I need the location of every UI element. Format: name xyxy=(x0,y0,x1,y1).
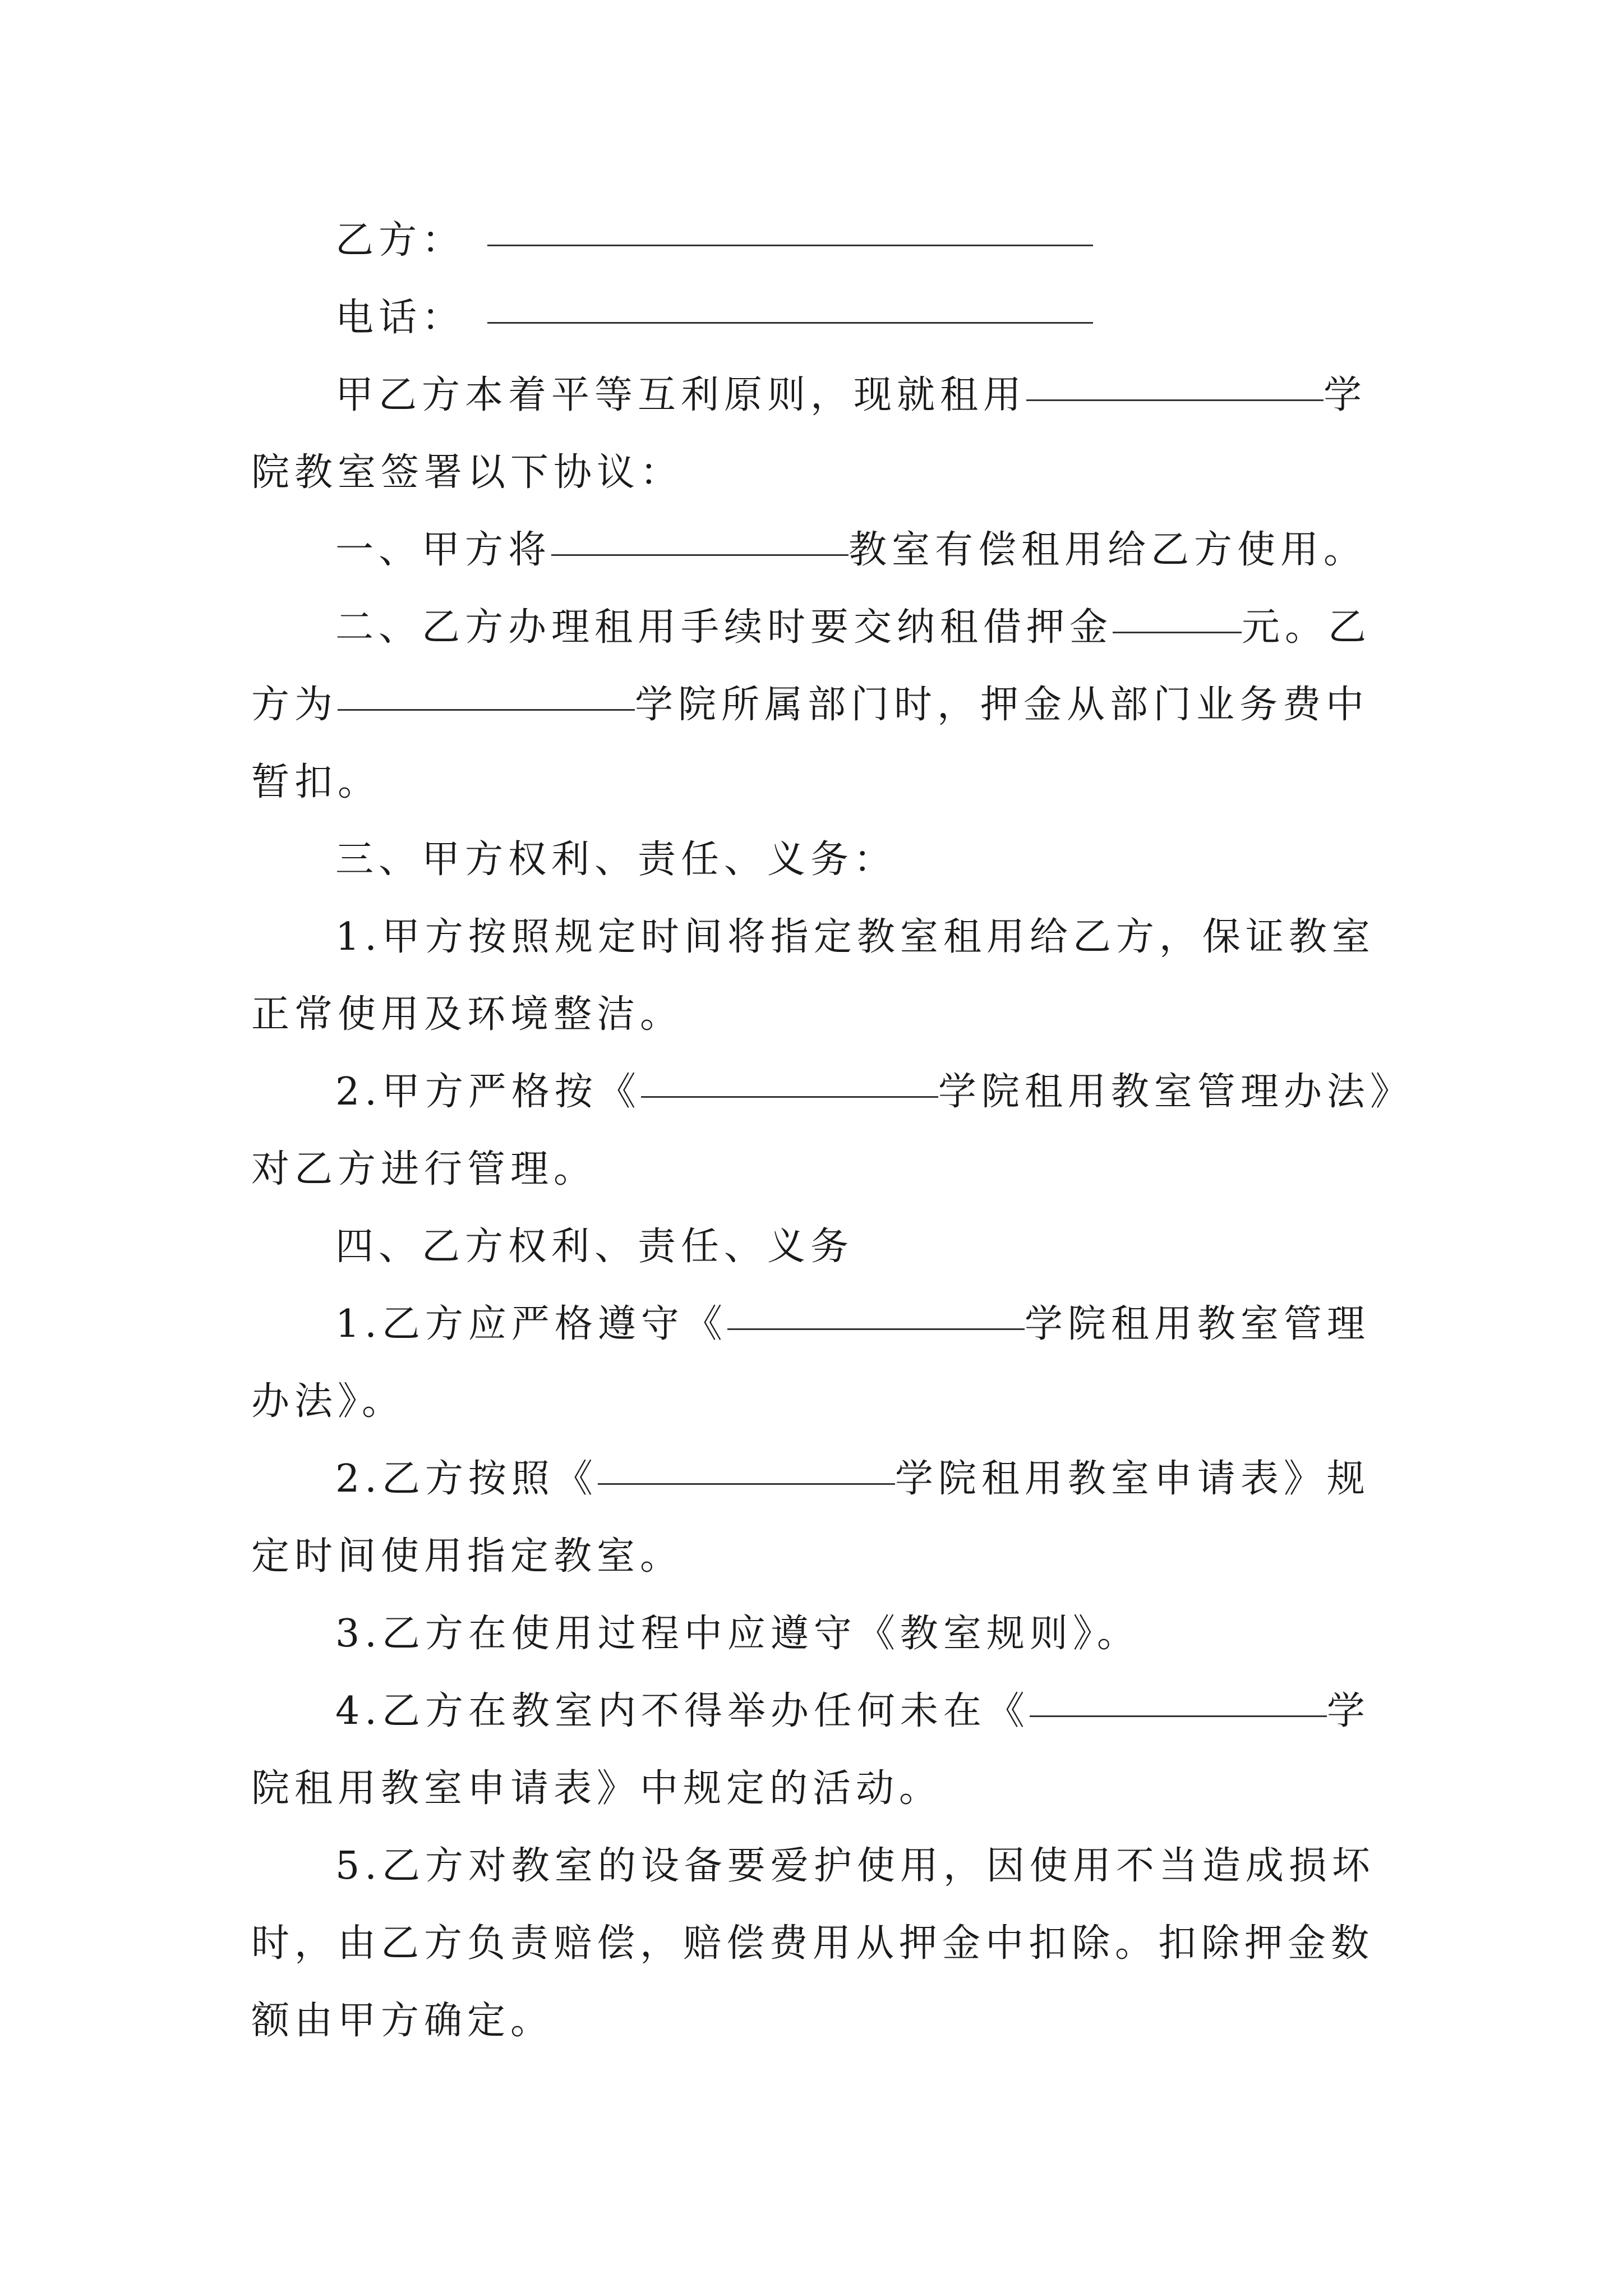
clause-1-text-a: 一、甲方将 xyxy=(335,528,552,572)
section-3-item-2-text-a: 2.甲方严格按《 xyxy=(335,1070,641,1114)
clause-2-text-b: 元。乙 xyxy=(1242,605,1372,650)
clause-2-line-3 xyxy=(251,744,1390,821)
clause-2-line-2 xyxy=(251,666,1390,744)
section-3-item-1-text-a: 1.甲方按照规定时间将指定教室租用给乙方，保证教室 xyxy=(335,915,1375,959)
party-b-label: 乙方： xyxy=(335,218,465,263)
section-4-item-5-line-1 xyxy=(251,1828,1390,1905)
section-3-item-1-text-b: 正常使用及环境整洁。 xyxy=(251,992,684,1037)
preamble-line-2 xyxy=(251,434,1390,512)
section-3-item-1-line-1 xyxy=(251,899,1390,976)
section-3-item-1-line-2 xyxy=(251,976,1390,1053)
clause-2-text-c: 方为 xyxy=(251,683,338,727)
section-4-item-2-line-1 xyxy=(251,1441,1390,1518)
party-b-field-line xyxy=(251,202,1390,279)
section-3-item-2-text-b: 学院租用教室管理办法》 xyxy=(938,1070,1413,1114)
preamble-text-c: 院教室签署以下协议： xyxy=(251,450,684,495)
clause-1-line xyxy=(251,512,1390,589)
agreement-body xyxy=(251,202,1413,2060)
section-4-item-1-text-c: 办法》。 xyxy=(251,1379,405,1424)
section-4-item-4-line-2 xyxy=(251,1750,1390,1828)
management-rules-college-blank[interactable] xyxy=(641,1096,938,1098)
section-4-item-4-line-1 xyxy=(251,1673,1390,1750)
phone-blank[interactable] xyxy=(487,322,1093,324)
section-3-heading xyxy=(251,821,1390,899)
application-form-college-blank[interactable] xyxy=(598,1483,895,1485)
section-4-item-4-text-c: 院租用教室申请表》中规定的活动。 xyxy=(251,1766,943,1811)
classroom-blank[interactable] xyxy=(551,554,849,556)
section-4-item-1-text-a: 1.乙方应严格遵守《 xyxy=(335,1302,727,1346)
section-4-heading xyxy=(251,1208,1390,1286)
preamble-text-b: 学 xyxy=(1324,373,1367,417)
preamble-line-1 xyxy=(251,357,1390,434)
section-4-item-2-text-c: 定时间使用指定教室。 xyxy=(251,1534,684,1579)
section-4-item-5-text-a: 5.乙方对教室的设备要爱护使用，因使用不当造成损坏 xyxy=(335,1844,1375,1888)
college-dept-blank[interactable] xyxy=(338,709,635,711)
section-4-item-5-line-2 xyxy=(251,1905,1390,1982)
section-3-item-2-line-2 xyxy=(251,1131,1390,1208)
section-4-item-5-line-3 xyxy=(251,1982,1390,2060)
section-4-item-1-text-b: 学院租用教室管理 xyxy=(1024,1302,1370,1346)
preamble-text-a: 甲乙方本着平等互利原则，现就租用 xyxy=(335,373,1027,417)
section-4-item-3-line xyxy=(251,1595,1390,1673)
clause-2-text-d: 学院所属部门时，押金从部门业务费中 xyxy=(635,683,1370,727)
section-4-item-4-text-a: 4.乙方在教室内不得举办任何未在《 xyxy=(335,1689,1030,1733)
section-4-item-1-line-1 xyxy=(251,1286,1390,1363)
section-4-title: 四、乙方权利、责任、义务 xyxy=(335,1225,854,1269)
section-3-item-2-line-1 xyxy=(251,1053,1413,1131)
comply-rules-college-blank[interactable] xyxy=(727,1328,1025,1330)
section-4-item-2-text-b: 学院租用教室申请表》规 xyxy=(895,1457,1370,1501)
section-4-item-1-line-2 xyxy=(251,1363,1390,1441)
section-4-item-5-text-c: 额由甲方确定。 xyxy=(251,1999,554,2043)
clause-1-text-b: 教室有偿租用给乙方使用。 xyxy=(849,528,1367,572)
section-4-item-2-text-a: 2.乙方按照《 xyxy=(335,1457,598,1501)
clause-2-text-e: 暂扣。 xyxy=(251,760,381,804)
party-b-blank[interactable] xyxy=(487,245,1093,246)
clause-2-line-1 xyxy=(251,589,1390,666)
section-4-item-3-text: 3.乙方在使用过程中应遵守《教室规则》。 xyxy=(335,1612,1140,1656)
phone-label: 电话： xyxy=(335,296,465,340)
section-3-title: 三、甲方权利、责任、义务： xyxy=(335,838,897,882)
section-4-item-5-text-b: 时，由乙方负责赔偿，赔偿费用从押金中扣除。扣除押金数 xyxy=(251,1921,1375,1966)
college-name-blank[interactable] xyxy=(1026,399,1324,401)
phone-field-line xyxy=(251,279,1390,357)
section-4-item-4-text-b: 学 xyxy=(1326,1689,1370,1733)
activity-form-college-blank[interactable] xyxy=(1030,1715,1327,1717)
section-3-item-2-text-c: 对乙方进行管理。 xyxy=(251,1147,597,1191)
deposit-amount-blank[interactable] xyxy=(1113,632,1242,633)
section-4-item-2-line-2 xyxy=(251,1518,1390,1595)
clause-2-text-a: 二、乙方办理租用手续时要交纳租借押金 xyxy=(335,605,1113,650)
